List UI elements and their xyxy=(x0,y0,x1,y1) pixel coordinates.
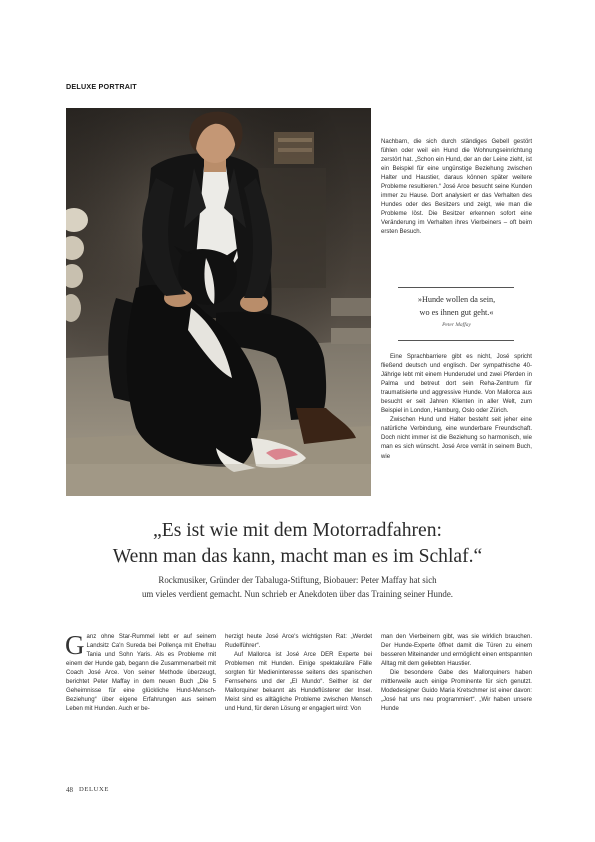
body-column-3 xyxy=(381,633,532,714)
right-column-paragraph: Nachbarn, die sich durch ständiges Gebell gestört fühlen oder weil ein Hund die Wohnungseinrichtung zerstört hat. „Schon ein Hund, der an der Leine zieht, ist ein Beispiel für eine ungünstige Beziehung zwischen Halter und Haustier, daraus können später weitere Probleme resultieren.“ José Arce besucht seine Kunden immer zu Hause. Dort analysiert er das Verhalten des Hundes oder des Besitzers und zeigt, wie man die Probleme löst. Die Besitzer erkennen sofort eine Veränderung im Verhalten ihres Vierbeiners – oft beim ersten Besuch. xyxy=(381,139,532,236)
body-paragraph: Auf Mallorca ist José Arce DER Experte bei Problemen mit Hunden. Einige spektakuläre Fälle sorgten für Medieninteresse seitens des spanischen Fernsehens und der „El Mundo“. Seither ist der Mallorquiner bekannt als Hundeflüsterer der Insel. Meist sind es alltägliche Probleme zwischen Mensch und Hund, für deren Lösung er engagiert wird: Von xyxy=(225,652,372,713)
right-column-paragraph: Eine Sprachbarriere gibt es nicht, José spricht fließend deutsch und englisch. Der sympathische 40-Jährige lebt mit einem Hunderudel und zwei Pferden in Palma und betreut dort sein Reha-Zentrum für traumatisierte und aggressive Hunde. Von Mallorca aus besucht er seit Jahren Klienten in aller Welt, zum Beispiel in London, Hamburg, Oslo oder Zürich. xyxy=(381,354,532,415)
body-paragraph: Die besondere Gabe des Mallorquiners haben mittlerweile auch einige Prominente für sich genutzt. Modedesigner Guido Maria Kretschmer ist einer davon: „José hat uns neu programmiert“. „Wir haben unsere Hunde xyxy=(381,670,532,713)
body-paragraph: man den Vierbeinern gibt, was sie wirklich brauchen. Der Hunde-Experte öffnet damit die Türen zu einem besseren Miteinander und ermöglicht einen entspannten Alltag mit dem geliebten Haustier. xyxy=(381,634,532,668)
pull-quote xyxy=(381,294,532,319)
pull-quote-line: wo es ihnen gut geht.« xyxy=(419,307,494,317)
drop-cap: G xyxy=(65,630,85,660)
right-column-bottom-text xyxy=(381,353,532,462)
headline-line: Wenn man das kann, macht man es im Schlaf.“ xyxy=(112,545,483,567)
body-column-1 xyxy=(65,630,216,714)
magazine-name: DELUXE xyxy=(79,786,109,793)
section-label: DELUXE PORTRAIT xyxy=(66,82,137,91)
subheadline-line: Rockmusiker, Gründer der Tabaluga-Stiftung, Biobauer: Peter Maffay hat sich xyxy=(158,575,437,585)
headline-line: „Es ist wie mit dem Motorradfahren: xyxy=(153,520,442,541)
subheadline xyxy=(50,574,545,601)
body-paragraph: anz ohne Star-Rummel lebt er auf seinem Landsitz Ca'n Sureda bei Pollença mit Ehefrau Tania und Sohn Yaris. Als es Probleme mit einem der Hunde gab, begann die Zusammenarbeit mit Coach José Arce. Von seiner Methode überzeugt, berichtet Peter Maffay in dem neuen Buch „Die 5 Geheimnisse für eine glückliche Hund-Mensch-Beziehung“ über eigene Erfahrungen aus seinem Leben mit Hunden. Auch er be- xyxy=(66,634,216,713)
quote-rule-top xyxy=(398,287,514,288)
quote-rule-bottom xyxy=(398,340,514,341)
right-column-paragraph: Zwischen Hund und Halter besteht seit jeher eine natürliche Verbindung, eine wunderbare Freundschaft. Doch nicht immer ist die Beziehung so harmonisch, wie man es sich wünscht. José Arce verrät in seinem Buch, wie xyxy=(381,417,532,460)
body-paragraph: herzigt heute José Arce's wichtigsten Rat: „Werdet Rudelführer“. xyxy=(225,634,372,650)
portrait-photo xyxy=(66,108,371,496)
subheadline-line: um vieles verdient gemacht. Nun schrieb er Anekdoten über das Training seiner Hunde. xyxy=(141,588,454,599)
pull-quote-attribution: Peter Maffay xyxy=(442,322,471,328)
body-column-2 xyxy=(225,633,372,714)
headline xyxy=(40,518,555,569)
pull-quote-line: »Hunde wollen da sein, xyxy=(417,295,496,304)
page-number: 48 xyxy=(66,786,73,794)
right-column-top-text xyxy=(381,138,532,238)
